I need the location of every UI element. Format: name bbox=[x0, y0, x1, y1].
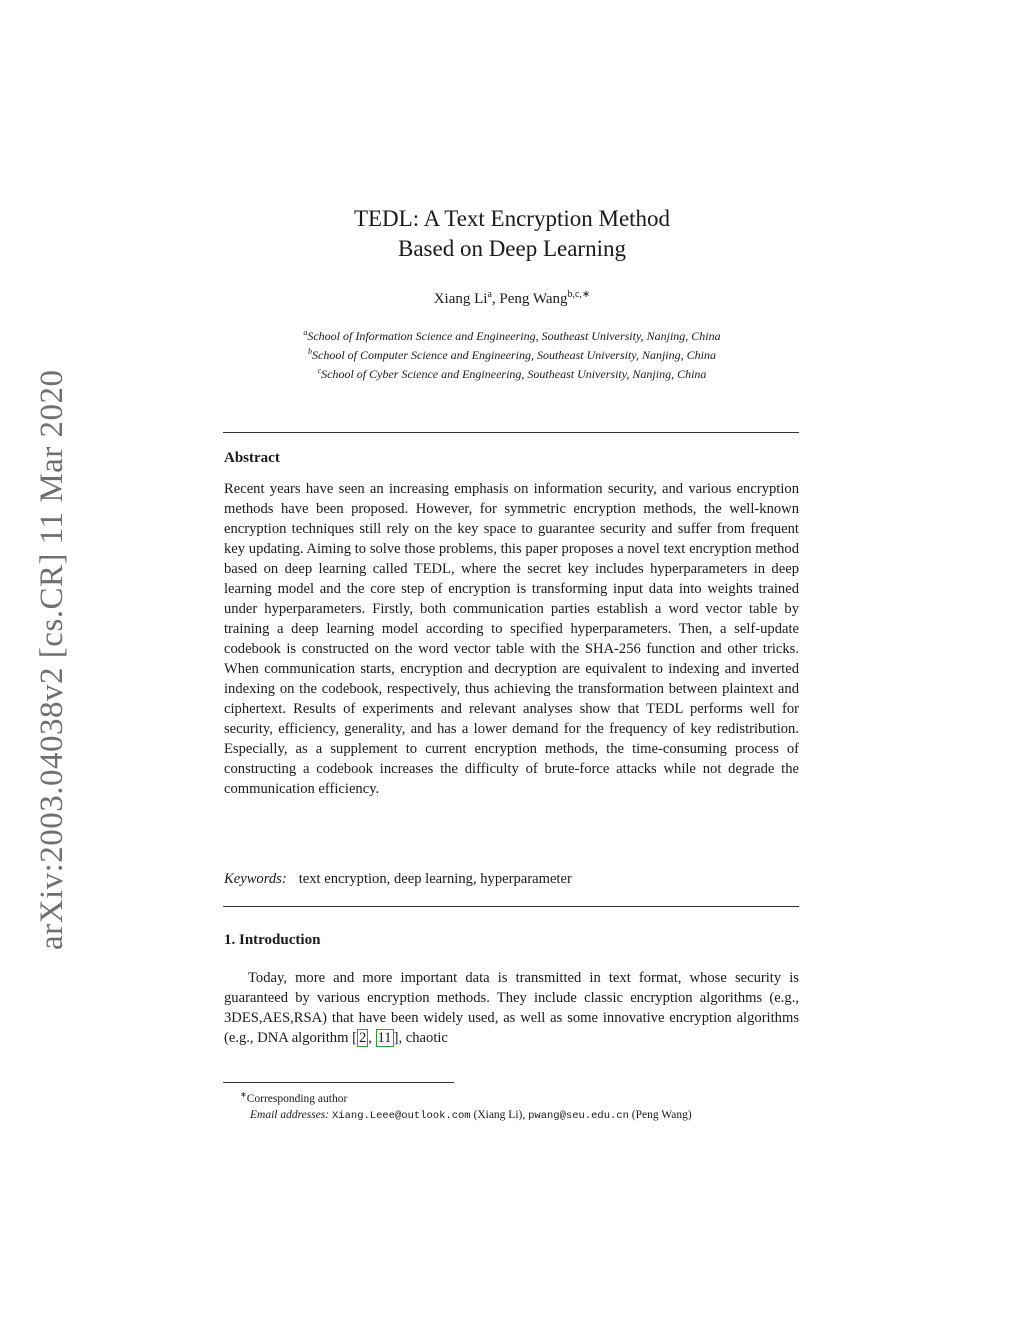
title-line-1: TEDL: A Text Encryption Method bbox=[353, 206, 671, 231]
intro-text: ], chaotic bbox=[393, 1030, 448, 1046]
affiliation-text: School of Cyber Science and Engineering, Southeast University, Nanjing, China bbox=[321, 367, 707, 381]
footnote-rule bbox=[223, 1082, 454, 1083]
author-sup: b,c,∗ bbox=[567, 289, 591, 300]
email-label: Email addresses: bbox=[250, 1108, 330, 1121]
email-owner: (Xiang Li), bbox=[470, 1108, 529, 1121]
keywords-label: Keywords: bbox=[224, 871, 287, 887]
title-line-2: Based on Deep Learning bbox=[397, 236, 626, 261]
abstract-text: Recent years have seen an increasing emphasis on information security, and various encryption methods have been proposed. However, for symmetric encryption methods, the well-known encryption techniques still rely on the key space to guarantee security and suffer from frequent key updating. Aiming to solve those problems, this paper proposes a novel text encryption method based on deep learning called TEDL, where the secret key includes hyperparameters in deep learning model and the core step of encryption is transforming input data into weights trained under hyperparameters. Firstly, both communication parties establish a word vector table by training a deep learning model according to specified hyperparameters. Then, a self-update codebook is constructed on the word vector table with the SHA-256 function and other tricks. When communication starts, encryption and decryption are equivalent to indexing and inverted indexing on the codebook, respectively, thus achieving the transformation between plaintext and ciphertext. Results of experiments and relevant analyses show that TEDL performs well for security, efficiency, generality, and has a lower demand for the frequency of key redistribution. Especially, as a supplement to current encryption methods, the time-consuming process of constructing a codebook increases the difficulty of brute-force attacks while not degrade the communication efficiency. bbox=[224, 481, 799, 797]
footnote-corresponding-text: Corresponding author bbox=[246, 1092, 348, 1105]
abstract-top-rule bbox=[223, 432, 799, 433]
abstract-bottom-rule bbox=[223, 906, 799, 907]
affiliation-list bbox=[0, 325, 1024, 382]
intro-text: Today, more and more important data is transmitted in text format, whose security is guaranteed by various encryption methods. They include classic encryption algorithms (e.g., 3DES,AES,RSA) that have been widely used, as well as some innovative encryption algorithms (e.g., DNA algorithm [ bbox=[224, 970, 799, 1046]
affiliation-text: School of Computer Science and Engineering, Southeast University, Nanjing, China bbox=[312, 348, 716, 362]
paper-title bbox=[0, 204, 1024, 264]
keywords bbox=[224, 871, 799, 888]
author-sup: a bbox=[487, 289, 492, 300]
arxiv-stamp-text[interactable]: arXiv:2003.04038v2 [cs.CR] 11 Mar 2020 bbox=[34, 369, 70, 950]
citation-link[interactable]: 2 bbox=[358, 1030, 367, 1046]
footnote-corresponding bbox=[240, 1087, 810, 1107]
affiliation-sup: a bbox=[303, 328, 308, 337]
email-link[interactable]: pwang@seu.edu.cn bbox=[528, 1109, 629, 1122]
intro-paragraph bbox=[224, 968, 799, 1048]
footnote bbox=[240, 1087, 810, 1124]
author-list bbox=[0, 289, 1024, 308]
author-name: Peng Wang bbox=[499, 291, 568, 307]
footnote-mark: ∗ bbox=[240, 1090, 247, 1099]
keywords-text: text encryption, deep learning, hyperparameter bbox=[298, 871, 572, 887]
email-link[interactable]: Xiang.Leee@outlook.com bbox=[331, 1109, 471, 1122]
section-heading: 1. Introduction bbox=[224, 932, 321, 948]
affiliation bbox=[0, 344, 1024, 363]
affiliation-sup: b bbox=[308, 347, 313, 356]
author-separator: , bbox=[491, 291, 500, 307]
abstract-heading: Abstract bbox=[224, 450, 280, 466]
affiliation bbox=[0, 325, 1024, 344]
citation-separator: , bbox=[368, 1030, 376, 1046]
affiliation-text: School of Information Science and Engineering, Southeast University, Nanjing, China bbox=[307, 329, 721, 343]
author-name: Xiang Li bbox=[433, 291, 488, 307]
footnote-emails bbox=[240, 1107, 810, 1124]
email-owner: (Peng Wang) bbox=[628, 1108, 692, 1121]
affiliation-sup: c bbox=[317, 366, 322, 375]
citation-link[interactable]: 11 bbox=[377, 1030, 392, 1046]
affiliation bbox=[0, 363, 1024, 382]
